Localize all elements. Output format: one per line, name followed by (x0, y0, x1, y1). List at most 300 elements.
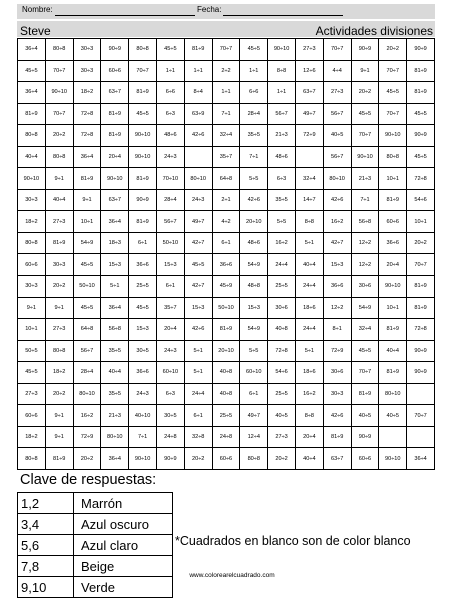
grid-cell[interactable]: 24÷4 (295, 276, 323, 298)
grid-cell[interactable]: 90÷9 (101, 39, 129, 61)
grid-cell[interactable]: 50÷5 (18, 340, 46, 362)
grid-cell[interactable]: 90÷9 (407, 340, 435, 362)
grid-cell[interactable]: 21÷3 (351, 168, 379, 190)
grid-cell[interactable]: 90÷9 (351, 426, 379, 448)
grid-cell[interactable]: 80÷10 (379, 383, 407, 405)
grid-cell[interactable]: 9÷1 (45, 405, 73, 427)
grid-cell[interactable]: 8÷1 (323, 319, 351, 341)
grid-cell[interactable]: 7÷1 (129, 426, 157, 448)
grid-cell[interactable]: 10÷1 (18, 319, 46, 341)
grid-cell[interactable]: 5÷5 (240, 340, 268, 362)
grid-cell[interactable]: 56÷7 (323, 103, 351, 125)
grid-cell[interactable]: 90÷9 (129, 189, 157, 211)
grid-cell[interactable]: 36÷4 (18, 39, 46, 61)
grid-cell[interactable]: 60÷10 (240, 362, 268, 384)
grid-cell[interactable]: 2÷1 (212, 189, 240, 211)
grid-cell[interactable]: 35÷5 (101, 383, 129, 405)
grid-cell[interactable]: 32÷8 (184, 426, 212, 448)
grid-cell[interactable]: 70÷7 (129, 60, 157, 82)
grid-cell[interactable]: 40÷4 (45, 189, 73, 211)
grid-cell[interactable]: 49÷7 (184, 211, 212, 233)
grid-cell[interactable]: 64÷8 (73, 319, 101, 341)
grid-cell[interactable] (407, 426, 435, 448)
grid-cell[interactable]: 63÷7 (101, 189, 129, 211)
grid-cell[interactable]: 40÷8 (212, 383, 240, 405)
grid-cell[interactable]: 21÷3 (101, 405, 129, 427)
grid-cell[interactable]: 70÷7 (351, 362, 379, 384)
grid-cell[interactable]: 8÷8 (268, 60, 296, 82)
grid-cell[interactable]: 12÷2 (323, 297, 351, 319)
grid-cell[interactable]: 20÷2 (268, 448, 296, 470)
grid-cell[interactable]: 60÷6 (379, 211, 407, 233)
grid-cell[interactable]: 27÷3 (18, 383, 46, 405)
grid-cell[interactable]: 63÷9 (184, 103, 212, 125)
grid-cell[interactable]: 18÷6 (295, 362, 323, 384)
grid-cell[interactable]: 54÷9 (351, 297, 379, 319)
grid-cell[interactable]: 9÷1 (45, 297, 73, 319)
grid-cell[interactable]: 18÷3 (101, 232, 129, 254)
grid-cell[interactable]: 90÷10 (129, 448, 157, 470)
grid-cell[interactable]: 45÷5 (351, 340, 379, 362)
grid-cell[interactable]: 40÷5 (268, 405, 296, 427)
grid-cell[interactable]: 7÷1 (212, 103, 240, 125)
grid-cell[interactable]: 56÷8 (351, 211, 379, 233)
grid-cell[interactable]: 90÷10 (101, 168, 129, 190)
grid-cell[interactable]: 12÷6 (295, 60, 323, 82)
grid-cell[interactable]: 36÷6 (129, 362, 157, 384)
grid-cell[interactable]: 90÷10 (379, 276, 407, 298)
grid-cell[interactable]: 45÷5 (351, 103, 379, 125)
grid-cell[interactable]: 12÷4 (240, 426, 268, 448)
grid-cell[interactable]: 80÷8 (240, 448, 268, 470)
grid-cell[interactable]: 45÷5 (156, 39, 184, 61)
grid-cell[interactable]: 8÷4 (184, 82, 212, 104)
grid-cell[interactable]: 56÷7 (323, 146, 351, 168)
grid-cell[interactable]: 35÷5 (101, 340, 129, 362)
grid-cell[interactable]: 45÷5 (18, 60, 46, 82)
grid-cell[interactable]: 1÷1 (156, 60, 184, 82)
grid-cell[interactable]: 40÷4 (101, 362, 129, 384)
grid-cell[interactable]: 80÷10 (323, 168, 351, 190)
grid-cell[interactable] (407, 383, 435, 405)
grid-cell[interactable]: 16÷2 (295, 383, 323, 405)
grid-cell[interactable]: 21÷3 (268, 125, 296, 147)
grid-cell[interactable]: 36÷4 (73, 146, 101, 168)
grid-cell[interactable]: 30÷6 (268, 297, 296, 319)
grid-cell[interactable]: 20÷4 (379, 254, 407, 276)
grid-cell[interactable]: 70÷7 (45, 60, 73, 82)
grid-cell[interactable]: 40÷8 (268, 319, 296, 341)
grid-cell[interactable]: 60÷6 (18, 254, 46, 276)
grid-cell[interactable]: 24÷4 (295, 319, 323, 341)
grid-cell[interactable]: 12÷2 (351, 232, 379, 254)
grid-cell[interactable]: 20÷4 (101, 146, 129, 168)
grid-cell[interactable]: 81÷9 (407, 60, 435, 82)
grid-cell[interactable]: 54÷9 (73, 232, 101, 254)
grid-cell[interactable]: 90÷10 (379, 125, 407, 147)
grid-cell[interactable]: 8÷8 (295, 211, 323, 233)
grid-cell[interactable]: 20÷4 (295, 426, 323, 448)
grid-cell[interactable]: 56÷7 (268, 103, 296, 125)
grid-cell[interactable]: 40÷4 (295, 448, 323, 470)
grid-cell[interactable]: 45÷5 (184, 254, 212, 276)
grid-cell[interactable]: 48÷8 (240, 276, 268, 298)
grid-cell[interactable]: 70÷7 (379, 60, 407, 82)
grid-cell[interactable]: 15÷3 (240, 297, 268, 319)
grid-cell[interactable]: 24÷8 (156, 426, 184, 448)
grid-cell[interactable]: 6÷1 (156, 276, 184, 298)
grid-cell[interactable]: 45÷5 (407, 103, 435, 125)
grid-cell[interactable]: 50÷10 (73, 276, 101, 298)
grid-cell[interactable]: 56÷7 (73, 340, 101, 362)
grid-cell[interactable]: 56÷7 (156, 211, 184, 233)
grid-cell[interactable]: 81÷9 (407, 82, 435, 104)
grid-cell[interactable]: 70÷7 (379, 103, 407, 125)
grid-cell[interactable]: 45÷5 (240, 39, 268, 61)
grid-cell[interactable]: 4÷4 (323, 60, 351, 82)
grid-cell[interactable]: 9÷1 (45, 168, 73, 190)
grid-cell[interactable]: 72÷8 (407, 168, 435, 190)
grid-cell[interactable]: 72÷8 (407, 319, 435, 341)
grid-cell[interactable]: 28÷4 (156, 189, 184, 211)
grid-cell[interactable]: 36÷6 (323, 276, 351, 298)
grid-cell[interactable]: 5÷1 (184, 362, 212, 384)
grid-cell[interactable]: 60÷10 (156, 362, 184, 384)
grid-cell[interactable]: 81÷9 (101, 103, 129, 125)
grid-cell[interactable]: 90÷10 (129, 146, 157, 168)
grid-cell[interactable]: 5÷5 (268, 211, 296, 233)
grid-cell[interactable]: 49÷7 (295, 103, 323, 125)
grid-cell[interactable] (184, 146, 212, 168)
grid-cell[interactable]: 81÷9 (18, 103, 46, 125)
grid-cell[interactable] (379, 426, 407, 448)
grid-cell[interactable]: 70÷10 (156, 168, 184, 190)
grid-cell[interactable]: 80÷8 (129, 39, 157, 61)
grid-cell[interactable]: 35÷7 (212, 146, 240, 168)
grid-cell[interactable]: 20÷2 (45, 276, 73, 298)
grid-cell[interactable]: 6÷3 (156, 103, 184, 125)
grid-cell[interactable]: 6÷6 (240, 82, 268, 104)
grid-cell[interactable]: 56÷8 (101, 319, 129, 341)
grid-cell[interactable]: 36÷6 (129, 254, 157, 276)
grid-cell[interactable]: 10÷1 (379, 168, 407, 190)
grid-cell[interactable]: 15÷3 (101, 254, 129, 276)
grid-cell[interactable]: 20÷10 (212, 340, 240, 362)
grid-cell[interactable]: 81÷9 (407, 297, 435, 319)
grid-cell[interactable]: 40÷8 (212, 362, 240, 384)
grid-cell[interactable]: 36÷6 (212, 254, 240, 276)
grid-cell[interactable]: 45÷5 (18, 362, 46, 384)
grid-cell[interactable]: 81÷9 (129, 168, 157, 190)
grid-cell[interactable]: 81÷9 (407, 276, 435, 298)
grid-cell[interactable]: 30÷3 (18, 276, 46, 298)
grid-cell[interactable]: 45÷5 (129, 103, 157, 125)
grid-cell[interactable]: 20÷2 (379, 39, 407, 61)
grid-cell[interactable]: 24÷3 (156, 340, 184, 362)
grid-cell[interactable]: 81÷9 (129, 211, 157, 233)
grid-cell[interactable]: 54÷9 (240, 254, 268, 276)
grid-cell[interactable]: 54÷9 (240, 319, 268, 341)
grid-cell[interactable]: 24÷3 (184, 189, 212, 211)
grid-cell[interactable]: 90÷9 (407, 125, 435, 147)
grid-cell[interactable]: 35÷5 (240, 125, 268, 147)
grid-cell[interactable]: 40÷4 (295, 254, 323, 276)
grid-cell[interactable]: 7÷1 (240, 146, 268, 168)
grid-cell[interactable]: 10÷1 (379, 297, 407, 319)
grid-cell[interactable]: 1÷1 (268, 82, 296, 104)
grid-cell[interactable]: 54÷6 (268, 362, 296, 384)
grid-cell[interactable]: 45÷5 (129, 297, 157, 319)
grid-cell[interactable]: 27÷3 (323, 82, 351, 104)
grid-cell[interactable]: 6÷1 (184, 405, 212, 427)
grid-cell[interactable]: 24÷3 (129, 383, 157, 405)
grid-cell[interactable]: 80÷8 (45, 39, 73, 61)
grid-cell[interactable]: 27÷3 (295, 39, 323, 61)
grid-cell[interactable]: 30÷3 (18, 189, 46, 211)
grid-cell[interactable]: 6÷1 (129, 232, 157, 254)
grid-cell[interactable]: 80÷10 (101, 426, 129, 448)
grid-cell[interactable]: 72÷9 (323, 340, 351, 362)
grid-cell[interactable]: 81÷9 (73, 168, 101, 190)
grid-cell[interactable]: 90÷9 (351, 39, 379, 61)
grid-cell[interactable]: 9÷1 (45, 426, 73, 448)
grid-cell[interactable]: 18÷2 (18, 426, 46, 448)
grid-cell[interactable]: 12÷2 (351, 254, 379, 276)
grid-cell[interactable]: 42÷6 (184, 125, 212, 147)
grid-cell[interactable]: 35÷7 (156, 297, 184, 319)
grid-cell[interactable]: 81÷9 (351, 383, 379, 405)
grid-cell[interactable]: 20÷2 (45, 383, 73, 405)
grid-cell[interactable]: 70÷7 (212, 39, 240, 61)
grid-cell[interactable]: 70÷7 (323, 39, 351, 61)
grid-cell[interactable]: 18÷2 (18, 211, 46, 233)
grid-cell[interactable]: 90÷9 (407, 39, 435, 61)
grid-cell[interactable]: 20÷2 (73, 448, 101, 470)
grid-cell[interactable]: 30÷6 (351, 276, 379, 298)
grid-cell[interactable]: 80÷10 (184, 168, 212, 190)
grid-cell[interactable]: 9÷1 (18, 297, 46, 319)
grid-cell[interactable]: 42÷6 (184, 319, 212, 341)
grid-cell[interactable]: 90÷9 (407, 362, 435, 384)
grid-cell[interactable]: 15÷3 (323, 254, 351, 276)
grid-cell[interactable]: 30÷3 (323, 383, 351, 405)
grid-cell[interactable]: 25÷5 (212, 405, 240, 427)
grid-cell[interactable]: 80÷8 (18, 125, 46, 147)
grid-cell[interactable]: 27÷3 (268, 426, 296, 448)
grid-cell[interactable]: 45÷5 (73, 297, 101, 319)
grid-cell[interactable]: 90÷10 (45, 82, 73, 104)
grid-cell[interactable]: 27÷3 (45, 319, 73, 341)
grid-cell[interactable]: 24÷8 (212, 426, 240, 448)
grid-cell[interactable]: 90÷9 (156, 448, 184, 470)
grid-cell[interactable]: 16÷2 (268, 232, 296, 254)
grid-cell[interactable]: 42÷7 (184, 232, 212, 254)
grid-cell[interactable]: 6÷6 (156, 82, 184, 104)
grid-cell[interactable]: 30÷5 (129, 340, 157, 362)
grid-cell[interactable]: 90÷10 (129, 125, 157, 147)
grid-cell[interactable]: 18÷2 (73, 82, 101, 104)
grid-cell[interactable]: 18÷6 (295, 297, 323, 319)
grid-cell[interactable]: 28÷4 (240, 103, 268, 125)
grid-cell[interactable]: 80÷8 (18, 448, 46, 470)
grid-cell[interactable]: 40÷4 (379, 340, 407, 362)
grid-cell[interactable]: 20÷2 (351, 82, 379, 104)
grid-cell[interactable]: 27÷3 (45, 211, 73, 233)
grid-cell[interactable]: 81÷9 (379, 319, 407, 341)
grid-cell[interactable]: 42÷7 (323, 232, 351, 254)
grid-cell[interactable]: 25÷5 (268, 383, 296, 405)
grid-cell[interactable]: 90÷10 (351, 146, 379, 168)
grid-cell[interactable]: 42÷6 (240, 189, 268, 211)
grid-cell[interactable]: 63÷7 (323, 448, 351, 470)
grid-cell[interactable]: 45÷5 (407, 146, 435, 168)
grid-cell[interactable]: 24÷4 (184, 383, 212, 405)
grid-cell[interactable]: 24÷4 (268, 254, 296, 276)
grid-cell[interactable]: 28÷4 (73, 362, 101, 384)
grid-cell[interactable]: 80÷8 (45, 340, 73, 362)
grid-cell[interactable]: 30÷3 (73, 39, 101, 61)
grid-cell[interactable]: 6÷3 (156, 383, 184, 405)
grid-cell[interactable]: 9÷1 (73, 189, 101, 211)
grid-cell[interactable]: 6÷1 (212, 232, 240, 254)
grid-cell[interactable]: 50÷10 (156, 232, 184, 254)
grid-cell[interactable]: 40÷5 (351, 405, 379, 427)
grid-cell[interactable]: 32÷4 (295, 168, 323, 190)
grid-cell[interactable]: 1÷1 (240, 60, 268, 82)
grid-cell[interactable]: 10÷1 (73, 211, 101, 233)
grid-cell[interactable]: 35÷5 (268, 189, 296, 211)
grid-cell[interactable]: 6÷3 (268, 168, 296, 190)
grid-cell[interactable]: 81÷9 (45, 232, 73, 254)
grid-cell[interactable]: 45÷5 (379, 82, 407, 104)
grid-cell[interactable]: 25÷5 (129, 276, 157, 298)
grid-cell[interactable]: 60÷6 (212, 448, 240, 470)
grid-cell[interactable]: 72÷8 (73, 103, 101, 125)
grid-cell[interactable]: 14÷7 (295, 189, 323, 211)
grid-cell[interactable]: 80÷8 (45, 146, 73, 168)
grid-cell[interactable]: 48÷6 (268, 146, 296, 168)
grid-cell[interactable]: 36÷4 (407, 448, 435, 470)
grid-cell[interactable]: 81÷9 (184, 39, 212, 61)
grid-cell[interactable]: 63÷7 (101, 82, 129, 104)
grid-cell[interactable]: 60÷6 (351, 448, 379, 470)
grid-cell[interactable]: 50÷10 (212, 297, 240, 319)
grid-cell[interactable]: 16÷2 (73, 405, 101, 427)
grid-cell[interactable]: 90÷10 (18, 168, 46, 190)
grid-cell[interactable]: 15÷3 (184, 297, 212, 319)
grid-cell[interactable]: 36÷4 (101, 448, 129, 470)
grid-cell[interactable]: 60÷6 (18, 405, 46, 427)
grid-cell[interactable]: 45÷9 (212, 276, 240, 298)
grid-cell[interactable]: 9÷1 (351, 60, 379, 82)
grid-cell[interactable]: 7÷1 (351, 189, 379, 211)
grid-cell[interactable]: 25÷5 (268, 276, 296, 298)
grid-cell[interactable]: 10÷1 (407, 211, 435, 233)
grid-cell[interactable]: 60÷6 (101, 60, 129, 82)
grid-cell[interactable]: 8÷8 (295, 405, 323, 427)
grid-cell[interactable]: 20÷2 (407, 232, 435, 254)
grid-cell[interactable]: 64÷8 (212, 168, 240, 190)
grid-cell[interactable]: 81÷9 (323, 426, 351, 448)
grid-cell[interactable]: 18÷2 (45, 362, 73, 384)
grid-cell[interactable]: 30÷3 (73, 60, 101, 82)
grid-cell[interactable]: 72÷8 (73, 125, 101, 147)
grid-cell[interactable]: 36÷4 (101, 297, 129, 319)
grid-cell[interactable]: 36÷4 (101, 211, 129, 233)
grid-cell[interactable]: 42÷7 (184, 276, 212, 298)
grid-cell[interactable]: 80÷8 (18, 232, 46, 254)
grid-cell[interactable]: 81÷9 (45, 448, 73, 470)
grid-cell[interactable]: 81÷9 (379, 362, 407, 384)
grid-cell[interactable]: 42÷6 (323, 405, 351, 427)
grid-cell[interactable]: 32÷4 (212, 125, 240, 147)
grid-cell[interactable]: 1÷1 (184, 60, 212, 82)
grid-cell[interactable]: 70÷7 (407, 254, 435, 276)
grid-cell[interactable]: 40÷10 (129, 405, 157, 427)
grid-cell[interactable]: 40÷4 (18, 146, 46, 168)
grid-cell[interactable]: 16÷2 (323, 211, 351, 233)
grid-cell[interactable]: 1÷1 (212, 82, 240, 104)
grid-cell[interactable]: 70÷7 (351, 125, 379, 147)
grid-cell[interactable]: 30÷6 (323, 362, 351, 384)
grid-cell[interactable]: 2÷2 (212, 60, 240, 82)
grid-cell[interactable]: 42÷6 (323, 189, 351, 211)
grid-cell[interactable]: 49÷7 (240, 405, 268, 427)
grid-cell[interactable]: 15÷3 (156, 254, 184, 276)
grid-cell[interactable]: 90÷10 (379, 448, 407, 470)
grid-cell[interactable]: 48÷6 (240, 232, 268, 254)
grid-cell[interactable]: 5÷1 (101, 276, 129, 298)
grid-cell[interactable]: 80÷10 (73, 383, 101, 405)
grid-cell[interactable]: 20÷2 (184, 448, 212, 470)
grid-cell[interactable]: 36÷4 (18, 82, 46, 104)
grid-cell[interactable]: 4÷2 (212, 211, 240, 233)
grid-cell[interactable]: 90÷10 (268, 39, 296, 61)
grid-cell[interactable]: 72÷9 (73, 426, 101, 448)
grid-cell[interactable]: 36÷6 (379, 232, 407, 254)
grid-cell[interactable]: 48÷6 (156, 125, 184, 147)
grid-cell[interactable]: 70÷7 (45, 103, 73, 125)
grid-cell[interactable]: 72÷8 (268, 340, 296, 362)
grid-cell[interactable]: 20÷4 (156, 319, 184, 341)
grid-cell[interactable]: 81÷9 (129, 82, 157, 104)
grid-cell[interactable]: 63÷7 (295, 82, 323, 104)
grid-cell[interactable]: 81÷9 (101, 125, 129, 147)
grid-cell[interactable]: 5÷1 (295, 340, 323, 362)
grid-cell[interactable]: 5÷1 (295, 232, 323, 254)
grid-cell[interactable]: 24÷3 (156, 146, 184, 168)
grid-cell[interactable]: 45÷5 (73, 254, 101, 276)
grid-cell[interactable]: 6÷1 (240, 383, 268, 405)
grid-cell[interactable]: 20÷10 (240, 211, 268, 233)
grid-cell[interactable]: 80÷8 (379, 146, 407, 168)
grid-cell[interactable]: 40÷5 (323, 125, 351, 147)
grid-cell[interactable]: 70÷7 (407, 405, 435, 427)
grid-cell[interactable]: 5÷1 (184, 340, 212, 362)
grid-cell[interactable]: 20÷2 (45, 125, 73, 147)
grid-cell[interactable]: 5÷5 (240, 168, 268, 190)
grid-cell[interactable]: 30÷5 (156, 405, 184, 427)
grid-cell[interactable]: 81÷9 (379, 189, 407, 211)
grid-cell[interactable] (295, 146, 323, 168)
grid-cell[interactable]: 81÷9 (212, 319, 240, 341)
grid-cell[interactable]: 30÷3 (45, 254, 73, 276)
grid-cell[interactable]: 40÷5 (379, 405, 407, 427)
grid-cell[interactable]: 72÷9 (295, 125, 323, 147)
grid-cell[interactable]: 15÷3 (129, 319, 157, 341)
grid-cell[interactable]: 54÷6 (407, 189, 435, 211)
grid-cell[interactable]: 32÷4 (351, 319, 379, 341)
